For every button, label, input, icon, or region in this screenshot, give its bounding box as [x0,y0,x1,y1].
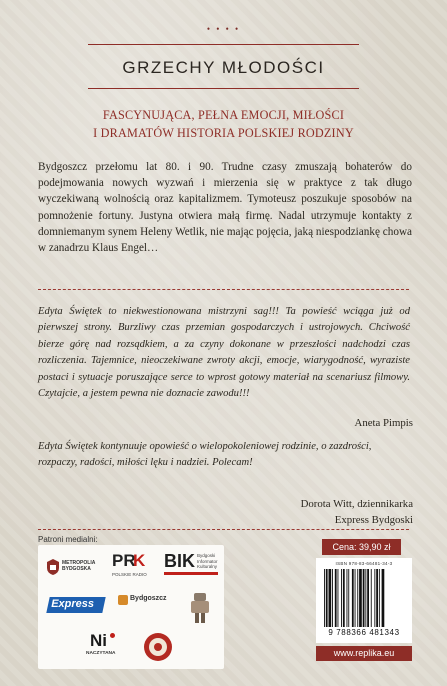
pik-subtitle: POLSKIE RADIO [112,572,147,577]
review-quote-1: Edyta Świętek to niekwestionowana mistrzyni sag!!! Ta powieść wciąga już od pierwszej strony. Burzliwy czas przemian gospodarczych i ustrojowych. Chciwość bierze górę nad rozsądkiem, a za czyny dokonane w przeszłości nadchodzi czas rozliczenia. Tajemnice, nieoczekiwane zwroty akcji, emocje, wiarygodność, wyraziste postaci i sytuacje poruszające serce to wprost gotowy materiał na scenariusz filmowy. Czytajcie, a jestem pewna nie doznacie zawodu!!! [38,306,410,400]
bik-letters: BIK [164,551,195,571]
bik-underline [164,572,218,575]
review-author-2: Dorota Witt, dziennikarka [300,498,413,510]
barcode-area [316,558,412,643]
tagline-line-2: I DRAMATÓW HISTORIA POLSKIEJ RODZINY [93,126,354,140]
metropolia-text: METROPOLIA BYDGOSKA [62,560,96,572]
title-rule-bottom [88,88,359,89]
patrons-logos [38,545,224,669]
bik-subtitle: Bydgoski Informator Kulturalny [197,553,218,569]
badge-logo [142,631,174,663]
figure-icon [186,589,214,625]
review-author-2-outlet: Express Bydgoski [334,514,413,526]
pik-letters: PR [112,551,136,570]
review-author-1: Aneta Pimpis [354,417,413,429]
figure-logo [186,589,214,625]
bydgoszcz-text: Bydgoszcz [130,595,167,602]
pik-k: K [133,551,146,570]
tagline-line-1: FASCYNUJĄCA, PEŁNA EMOCJI, MIŁOŚCI [102,108,345,122]
round-badge-icon [142,631,174,663]
title-rule-top [88,44,359,45]
naczytana-dot-icon [110,633,115,638]
tagline [30,106,417,142]
website-url[interactable]: www.replika.eu [316,646,412,661]
metropolia-emblem-icon [46,558,60,576]
naczytana-mark: Ni [90,631,107,650]
express-text: Express [51,598,95,610]
review-quote-2: Edyta Świętek kontynuuje opowieść o wielopokoleniowej rodzinie, o zazdrości, rozpaczy, radości, miłości lęku i nadziei. Polecam! [38,441,372,469]
bydgoszcz-mark-icon [118,595,128,605]
pik-logo [112,551,154,581]
ornament-dots: • • • • [206,24,241,34]
price-tag: Cena: 39,90 zł [322,539,401,555]
patrons-label: Patroni medialni: [38,535,98,544]
isbn-label: ISBN 978-83-66481-34-3 [335,561,393,566]
bydgoszcz-logo [118,593,172,617]
book-blurb: Bydgoszcz przełomu lat 80. i 90. Trudne czasy zmuszają bohaterów do podejmowania nowych wyzwań i mierzenia się w praktyce z tak długo wyczekiwaną wolnością oraz kapitalizmem. Tymoteusz poszukuje sposobów na pomnożenie fortuny. Justyna otwiera małą firmę. Nadal utrzymuje kontakty z domniemanym synem Heleny Wetlik, nie mając pojęcia, jaką niespodziankę chowa w zanadrzu Klaus Engel… [38,161,412,255]
isbn-digits: 9 788366 481343 [328,628,400,637]
separator-2 [38,529,409,530]
separator-1 [38,289,409,290]
book-title: GRZECHY MŁODOŚCI [122,58,325,77]
naczytana-logo [86,631,120,663]
bik-logo [164,551,224,581]
barcode-icon [322,569,406,627]
metropolia-logo [46,555,98,581]
naczytana-text: NACZYTANA [86,651,116,656]
express-logo [46,597,105,613]
